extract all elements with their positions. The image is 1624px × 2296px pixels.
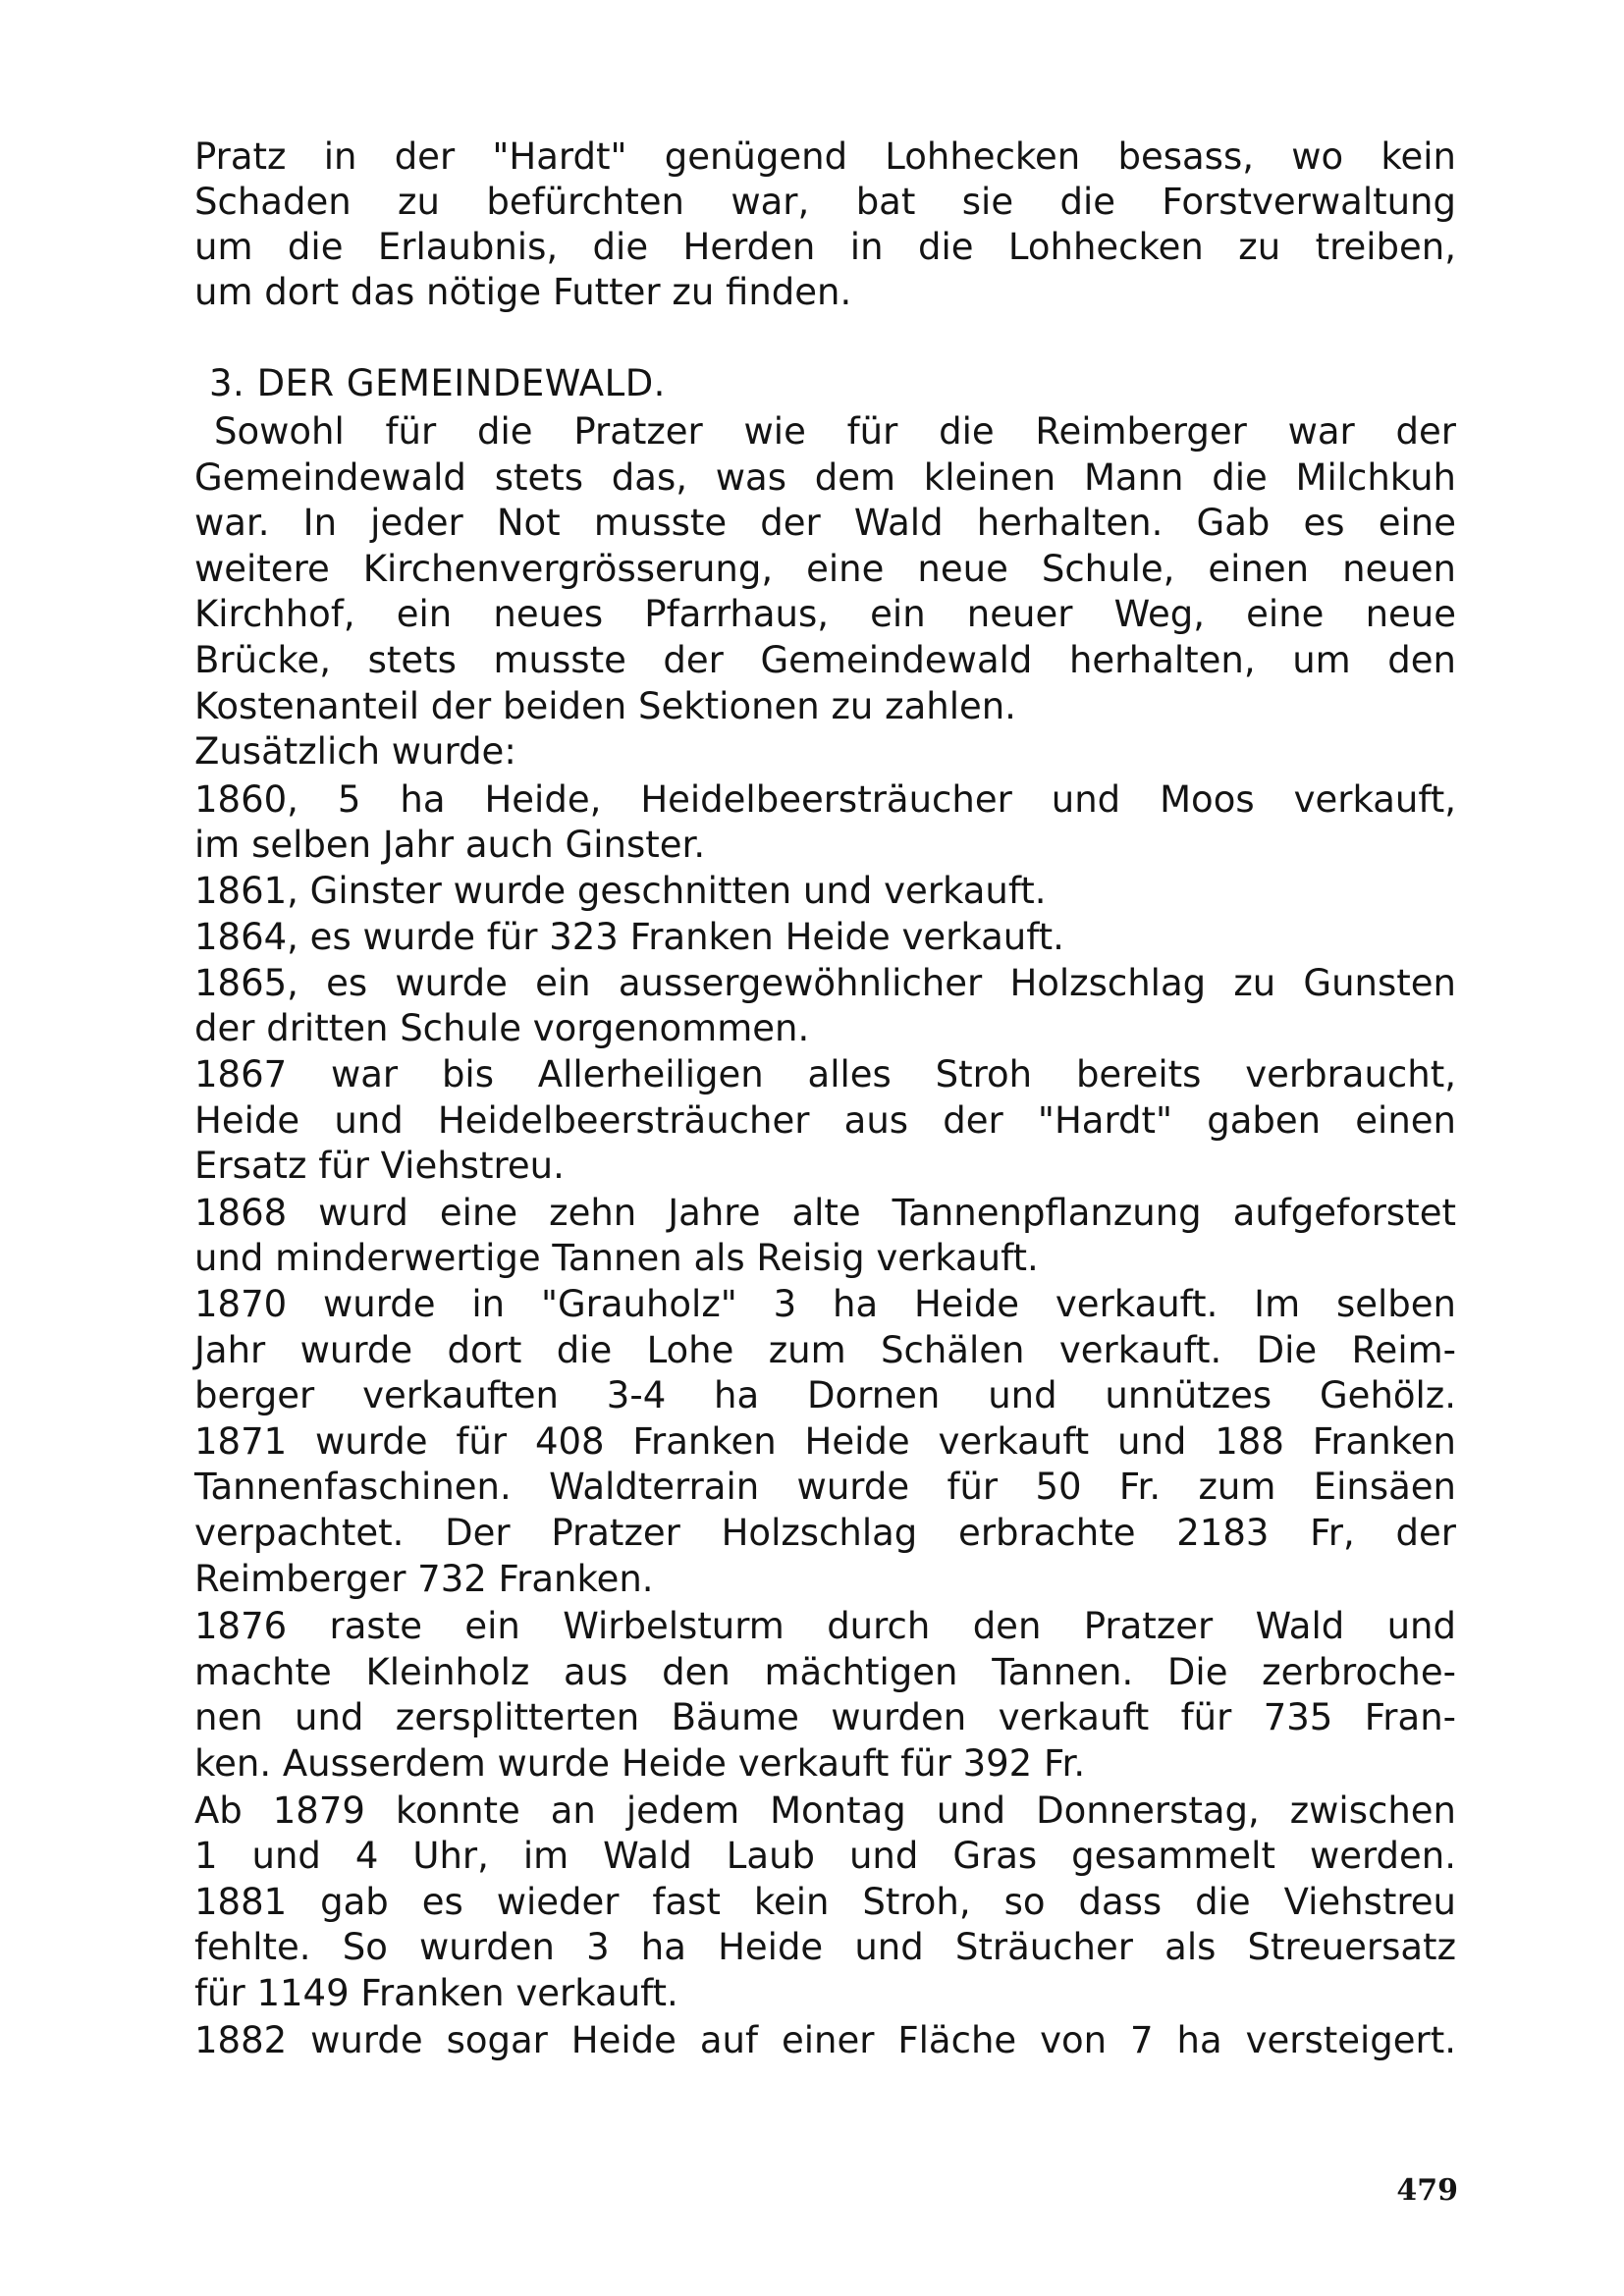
text-line: Kostenanteil der beiden Sektionen zu zahlen.	[194, 685, 1016, 727]
text-line: nen und zersplitterten Bäume wurden verkauft für 735 Fran-	[194, 1696, 1456, 1738]
text-line: Jahr wurde dort die Lohe zum Schälen verkauft. Die Reim-	[194, 1329, 1456, 1371]
text-line: 1864, es wurde für 323 Franken Heide verkauft.	[194, 916, 1064, 958]
text-line: ken. Ausserdem wurde Heide verkauft für 392 Fr.	[194, 1742, 1086, 1785]
text-line: machte Kleinholz aus den mächtigen Tannen. Die zerbroche-	[194, 1651, 1456, 1693]
text-line: 1 und 4 Uhr, im Wald Laub und Gras gesammelt werden.	[194, 1835, 1456, 1877]
text-line: Reimberger 732 Franken.	[194, 1558, 654, 1600]
text-line: Brücke, stets musste der Gemeindewald herhalten, um den	[194, 639, 1456, 681]
text-line: Sowohl für die Pratzer wie für die Reimberger war der	[214, 410, 1456, 453]
text-line: 1860, 5 ha Heide, Heidelbeersträucher und Moos verkauft,	[194, 778, 1456, 821]
text-line: Heide und Heidelbeersträucher aus der "Hardt" gaben einen	[194, 1099, 1456, 1142]
text-line: der dritten Schule vorgenommen.	[194, 1007, 810, 1049]
text-line: für 1149 Franken verkauft.	[194, 1972, 678, 2014]
text-line: Ersatz für Viehstreu.	[194, 1145, 565, 1187]
text-line: 1861, Ginster wurde geschnitten und verkauft.	[194, 870, 1047, 912]
text-line: um die Erlaubnis, die Herden in die Lohhecken zu treiben,	[194, 226, 1456, 268]
section-heading: 3. DER GEMEINDEWALD.	[209, 362, 666, 404]
text-line: Kirchhof, ein neues Pfarrhaus, ein neuer Weg, eine neue	[194, 593, 1456, 635]
text-line: 1868 wurd eine zehn Jahre alte Tannenpflanzung aufgeforstet	[194, 1192, 1456, 1234]
text-line: Schaden zu befürchten war, bat sie die Forstverwaltung	[194, 181, 1456, 223]
text-line: 1871 wurde für 408 Franken Heide verkauft und 188 Franken	[194, 1420, 1456, 1463]
text-line: Tannenfaschinen. Waldterrain wurde für 50 Fr. zum Einsäen	[194, 1466, 1456, 1508]
text-line: im selben Jahr auch Ginster.	[194, 824, 706, 866]
text-line: um dort das nötige Futter zu finden.	[194, 271, 852, 313]
text-line: Gemeindewald stets das, was dem kleinen Mann die Milchkuh	[194, 456, 1456, 499]
text-line: weitere Kirchenvergrösserung, eine neue Schule, einen neuen	[194, 548, 1456, 590]
text-line: 1881 gab es wieder fast kein Stroh, so dass die Viehstreu	[194, 1881, 1456, 1923]
text-line: Pratz in der "Hardt" genügend Lohhecken besass, wo kein	[194, 135, 1456, 178]
text-line: fehlte. So wurden 3 ha Heide und Sträucher als Streuersatz	[194, 1926, 1456, 1968]
page-number: 479	[1396, 2173, 1458, 2208]
text-line: 1870 wurde in "Grauholz" 3 ha Heide verkauft. Im selben	[194, 1283, 1456, 1325]
text-line: war. In jeder Not musste der Wald herhalten. Gab es eine	[194, 502, 1456, 544]
text-line: und minderwertige Tannen als Reisig verkauft.	[194, 1237, 1039, 1279]
text-line: 1876 raste ein Wirbelsturm durch den Pratzer Wald und	[194, 1605, 1456, 1647]
text-line: Ab 1879 konnte an jedem Montag und Donnerstag, zwischen	[194, 1789, 1456, 1832]
text-line: 1865, es wurde ein aussergewöhnlicher Holzschlag zu Gunsten	[194, 962, 1456, 1004]
text-line: berger verkauften 3-4 ha Dornen und unnützes Gehölz.	[194, 1374, 1456, 1416]
text-line: verpachtet. Der Pratzer Holzschlag erbrachte 2183 Fr, der	[194, 1512, 1456, 1554]
text-line: 1867 war bis Allerheiligen alles Stroh bereits verbraucht,	[194, 1053, 1456, 1095]
text-line: 1882 wurde sogar Heide auf einer Fläche von 7 ha versteigert.	[194, 2019, 1456, 2061]
text-line: Zusätzlich wurde:	[194, 730, 516, 773]
